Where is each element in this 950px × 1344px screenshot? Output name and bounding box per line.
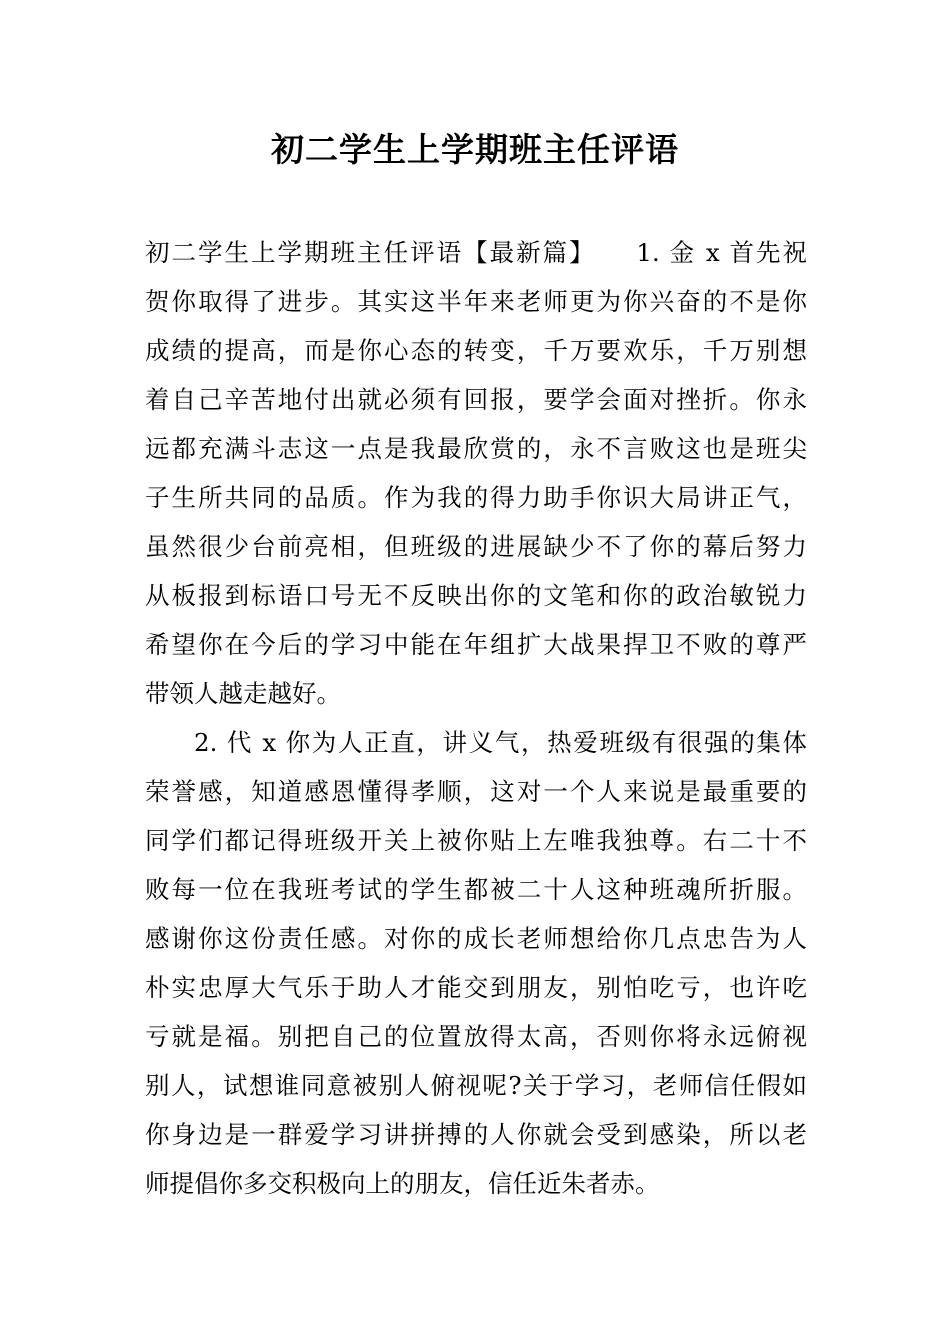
paragraph-line: 同学们都记得班级开关上被你贴上左唯我独尊。右二十不 [145,826,807,855]
paragraph-line: 成绩的提高，而是你心态的转变，千万要欢乐，千万别想 [145,336,807,365]
paragraph-line: 从板报到标语口号无不反映出你的文笔和你的政治敏锐力 [145,581,807,610]
paragraph-line: 子生所共同的品质。作为我的得力助手你识大局讲正气， [145,483,807,512]
document-title: 初二学生上学期班主任评语 [271,130,679,169]
paragraph-line: 远都充满斗志这一点是我最欣赏的，永不言败这也是班尖 [145,434,807,463]
paragraph-line: 初二学生上学期班主任评语【最新篇】 1. 金 x 首先祝 [145,238,807,267]
paragraph-line: 贺你取得了进步。其实这半年来老师更为你兴奋的不是你 [145,287,807,316]
paragraph-line: 师提倡你多交积极向上的朋友，信任近朱者赤。 [145,1169,660,1198]
paragraph-line: 荣誉感，知道感恩懂得孝顺，这对一个人来说是最重要的 [145,777,807,806]
paragraph-line: 着自己辛苦地付出就必须有回报，要学会面对挫折。你永 [145,385,807,414]
paragraph-line: 别人，试想谁同意被别人俯视呢?关于学习，老师信任假如 [145,1071,807,1100]
paragraph-line: 朴实忠厚大气乐于助人才能交到朋友，别怕吃亏，也许吃 [145,973,807,1002]
paragraph-line: 2. 代 x 你为人正直，讲义气，热爱班级有很强的集体 [194,728,807,757]
paragraph-line: 败每一位在我班考试的学生都被二十人这种班魂所折服。 [145,875,807,904]
paragraph-line: 感谢你这份责任感。对你的成长老师想给你几点忠告为人 [145,924,807,953]
paragraph-line: 虽然很少台前亮相，但班级的进展缺少不了你的幕后努力 [145,532,807,561]
paragraph-line: 你身边是一群爱学习讲拼搏的人你就会受到感染，所以老 [145,1120,807,1149]
document-body [145,228,807,1208]
paragraph-line: 亏就是福。别把自己的位置放得太高，否则你将永远俯视 [145,1022,807,1051]
paragraph-line: 带领人越走越好。 [145,679,341,708]
paragraph-line: 希望你在今后的学习中能在年组扩大战果捍卫不败的尊严 [145,630,807,659]
